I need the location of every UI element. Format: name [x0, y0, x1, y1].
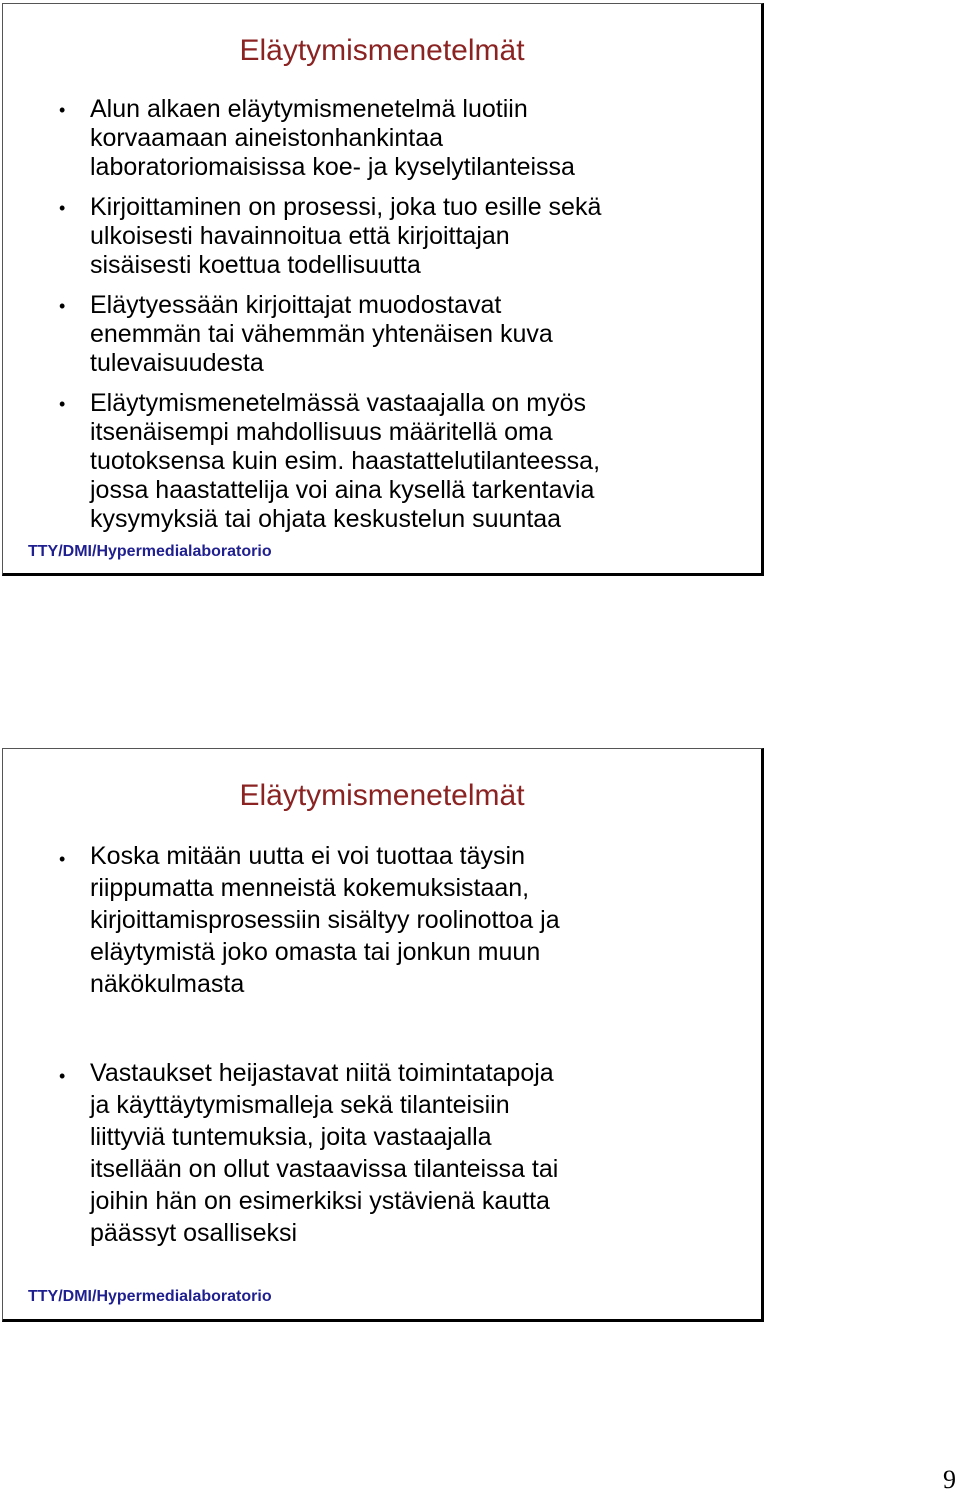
- slide-1: [2, 3, 764, 576]
- bullet-icon: •: [59, 198, 66, 218]
- bullet-text-line: Vastaukset heijastavat niitä toimintatapoja: [90, 1059, 554, 1087]
- bullet-text-line: Kirjoittaminen on prosessi, joka tuo esille sekä: [90, 193, 602, 221]
- bullet-text-line: Eläytyessään kirjoittajat muodostavat: [90, 291, 502, 319]
- bullet-text-line: enemmän tai vähemmän yhtenäisen kuva: [90, 320, 553, 348]
- bullet-icon: •: [59, 100, 66, 120]
- bullet-item: [59, 95, 601, 182]
- bullet-text-line: korvaamaan aineistonhankintaa: [90, 124, 444, 152]
- slide-footer: TTY/DMI/Hypermedialaboratorio: [28, 1288, 272, 1305]
- bullet-text-line: Koska mitään uutta ei voi tuottaa täysin: [90, 842, 525, 870]
- bullet-item: [59, 840, 560, 1000]
- bullet-text-line: kysymyksiä tai ohjata keskustelun suuntaa: [90, 505, 562, 533]
- bullet-item: [59, 1057, 560, 1249]
- bullet-text-line: Eläytymismenetelmässä vastaajalla on myös: [90, 389, 587, 417]
- bullet-text-line: liittyviä tuntemuksia, joita vastaajalla: [90, 1123, 492, 1151]
- bullet-text-line: laboratoriomaisissa koe- ja kyselytilanteissa: [90, 153, 575, 181]
- bullet-text-line: jossa haastattelija voi aina kysellä tarkentavia: [90, 476, 595, 504]
- slide-title: Eläytymismenetelmät: [239, 779, 525, 812]
- bullet-icon: •: [59, 296, 66, 316]
- slide-footer: TTY/DMI/Hypermedialaboratorio: [28, 543, 272, 560]
- bullet-text-line: ulkoisesti havainnoitua että kirjoittajan: [90, 222, 510, 250]
- bullet-text-line: itsellään on ollut vastaavissa tilanteissa tai: [90, 1155, 559, 1183]
- bullet-text-line: tuotoksensa kuin esim. haastattelutilanteessa,: [90, 447, 601, 475]
- bullet-text-line: eläytymistä joko omasta tai jonkun muun: [90, 938, 541, 966]
- bullet-text-line: tulevaisuudesta: [90, 349, 264, 377]
- bullet-icon: •: [59, 849, 66, 869]
- bullet-text-line: itsenäisempi mahdollisuus määritellä oma: [90, 418, 553, 446]
- bullet-item: [59, 291, 601, 378]
- bullet-icon: •: [59, 394, 66, 414]
- page-number: 9: [943, 1465, 956, 1494]
- bullet-list: [59, 95, 601, 545]
- bullet-text-line: sisäisesti koettua todellisuutta: [90, 251, 421, 279]
- bullet-text-line: riippumatta menneistä kokemuksistaan,: [90, 874, 530, 902]
- slide-title: Eläytymismenetelmät: [239, 34, 525, 67]
- bullet-text-line: näkökulmasta: [90, 970, 245, 998]
- bullet-text-line: päässyt osalliseksi: [90, 1219, 298, 1247]
- bullet-icon: •: [59, 1066, 66, 1086]
- bullet-text-line: joihin hän on esimerkiksi ystävienä kautta: [90, 1187, 550, 1215]
- bullet-item: [59, 389, 601, 534]
- bullet-text-line: Alun alkaen eläytymismenetelmä luotiin: [90, 95, 528, 123]
- slide-2: [2, 748, 764, 1322]
- bullet-item: [59, 193, 601, 280]
- bullet-text-line: ja käyttäytymismalleja sekä tilanteisiin: [90, 1091, 510, 1119]
- bullet-list: [59, 840, 560, 1249]
- bullet-text-line: kirjoittamisprosessiin sisältyy roolinottoa ja: [90, 906, 560, 934]
